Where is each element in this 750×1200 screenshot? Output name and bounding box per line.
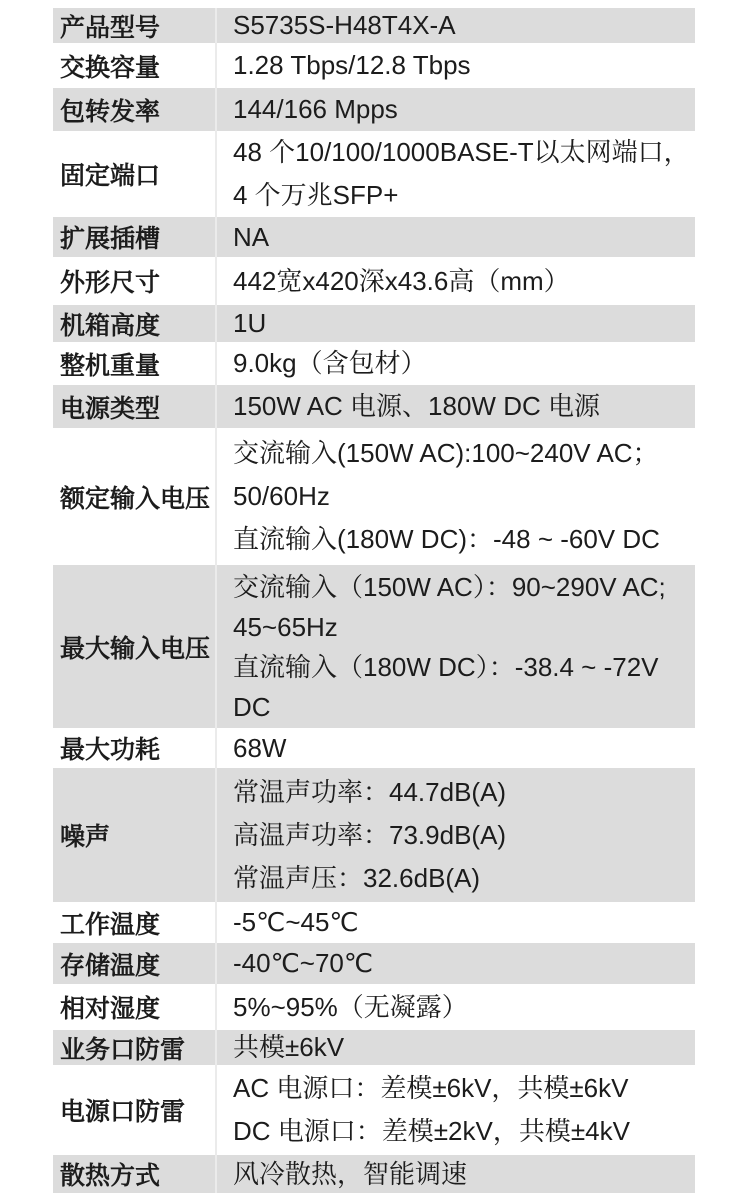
table-row-storage-temperature bbox=[53, 943, 695, 984]
spec-value bbox=[215, 1155, 695, 1193]
spec-label: 交换容量 bbox=[60, 53, 161, 82]
spec-value bbox=[215, 768, 695, 902]
spec-value bbox=[215, 1030, 695, 1065]
table-row-max-input-voltage bbox=[53, 565, 695, 728]
spec-value-line: 150W AC 电源、180W DC 电源 bbox=[233, 391, 600, 421]
spec-value bbox=[215, 902, 695, 943]
spec-value-line: 风冷散热，智能调速 bbox=[233, 1158, 468, 1189]
table-row-forwarding-rate bbox=[53, 88, 695, 131]
spec-value-line: 1U bbox=[233, 308, 267, 338]
spec-value-line: 45~65Hz bbox=[233, 611, 338, 642]
table-row-weight bbox=[53, 342, 695, 385]
spec-value bbox=[215, 88, 695, 131]
spec-value bbox=[215, 428, 695, 565]
table-row-switching-capacity bbox=[53, 43, 695, 88]
spec-value bbox=[215, 131, 695, 217]
spec-value bbox=[215, 565, 695, 728]
spec-label: 产品型号 bbox=[60, 13, 161, 42]
spec-label: 外形尺寸 bbox=[60, 269, 161, 297]
spec-value-line: 直流输入(180W DC)：-48 ~ -60V DC bbox=[233, 524, 660, 554]
table-row-relative-humidity bbox=[53, 984, 695, 1030]
spec-value-line: 9.0kg（含包材） bbox=[233, 348, 427, 378]
spec-label: 相对湿度 bbox=[60, 995, 161, 1023]
table-row-chassis-height bbox=[53, 305, 695, 342]
spec-value-line: 常温声功率：44.7dB(A) bbox=[233, 776, 507, 807]
spec-value-line: 共模±6kV bbox=[233, 1032, 345, 1062]
table-row-rated-input-voltage bbox=[53, 428, 695, 565]
spec-label: 最大输入电压 bbox=[60, 634, 211, 663]
spec-label: 存储温度 bbox=[60, 951, 161, 980]
spec-value-line: -5℃~45℃ bbox=[233, 907, 359, 937]
table-row-fixed-ports bbox=[53, 131, 695, 217]
spec-value bbox=[215, 1065, 695, 1155]
spec-value-line: DC 电源口：差模±2kV，共模±4kV bbox=[233, 1116, 630, 1146]
table-row-power-type bbox=[53, 385, 695, 428]
table-row-operating-temperature bbox=[53, 902, 695, 943]
spec-value bbox=[215, 43, 695, 88]
table-row-expansion-slot bbox=[53, 217, 695, 257]
spec-value-line: 高温声功率：73.9dB(A) bbox=[233, 819, 507, 850]
table-row-noise bbox=[53, 768, 695, 902]
table-row-dimensions bbox=[53, 257, 695, 305]
spec-label: 固定端口 bbox=[60, 162, 161, 190]
spec-value-line: 442宽x420深x43.6高（mm） bbox=[233, 265, 570, 296]
spec-label: 噪声 bbox=[60, 823, 111, 851]
spec-label: 工作温度 bbox=[60, 910, 161, 939]
spec-value-line: 68W bbox=[233, 732, 287, 763]
spec-value-line: S5735S-H48T4X-A bbox=[233, 10, 456, 40]
column-divider bbox=[215, 8, 217, 1193]
spec-value-line: 直流输入（180W DC）：-38.4 ~ -72V bbox=[233, 651, 659, 682]
spec-value-line: 144/166 Mpps bbox=[233, 94, 398, 124]
spec-value bbox=[215, 8, 695, 43]
spec-value-line: -40℃~70℃ bbox=[233, 948, 374, 978]
spec-value bbox=[215, 342, 695, 385]
spec-value-line: 常温声压：32.6dB(A) bbox=[233, 862, 481, 893]
spec-value-line: 5%~95%（无凝露） bbox=[233, 991, 468, 1022]
spec-value bbox=[215, 943, 695, 984]
spec-value bbox=[215, 728, 695, 768]
spec-value bbox=[215, 257, 695, 305]
spec-label: 最大功耗 bbox=[60, 736, 161, 764]
spec-label: 包转发率 bbox=[60, 97, 161, 126]
spec-value-line: NA bbox=[233, 221, 270, 252]
spec-value-line: 交流输入（150W AC）：90~290V AC; bbox=[233, 571, 666, 602]
spec-value-line: DC bbox=[233, 691, 271, 722]
spec-value bbox=[215, 305, 695, 342]
spec-value bbox=[215, 217, 695, 257]
spec-label: 散热方式 bbox=[60, 1162, 161, 1190]
spec-label: 电源类型 bbox=[60, 394, 161, 423]
spec-label: 电源口防雷 bbox=[60, 1098, 186, 1126]
spec-label: 机箱高度 bbox=[60, 311, 161, 340]
spec-value-line: 交流输入(150W AC):100~240V AC； bbox=[233, 438, 659, 468]
spec-value-line: 48 个10/100/1000BASE-T以太网端口， bbox=[233, 137, 690, 167]
table-row-power-port-surge bbox=[53, 1065, 695, 1155]
spec-value-line: AC 电源口：差模±6kV，共模±6kV bbox=[233, 1073, 629, 1103]
table-row-max-power bbox=[53, 728, 695, 768]
spec-value bbox=[215, 385, 695, 428]
spec-table bbox=[53, 8, 695, 1193]
spec-label: 业务口防雷 bbox=[60, 1035, 186, 1064]
spec-value-line: 50/60Hz bbox=[233, 481, 330, 511]
table-row-product-model bbox=[53, 8, 695, 43]
table-row-cooling bbox=[53, 1155, 695, 1193]
table-row-service-port-surge bbox=[53, 1030, 695, 1065]
spec-label: 整机重量 bbox=[60, 351, 161, 380]
spec-value-line: 1.28 Tbps/12.8 Tbps bbox=[233, 50, 471, 80]
spec-value-line: 4 个万兆SFP+ bbox=[233, 180, 399, 210]
spec-label: 额定输入电压 bbox=[60, 484, 211, 513]
spec-label: 扩展插槽 bbox=[60, 225, 161, 253]
spec-value bbox=[215, 984, 695, 1030]
